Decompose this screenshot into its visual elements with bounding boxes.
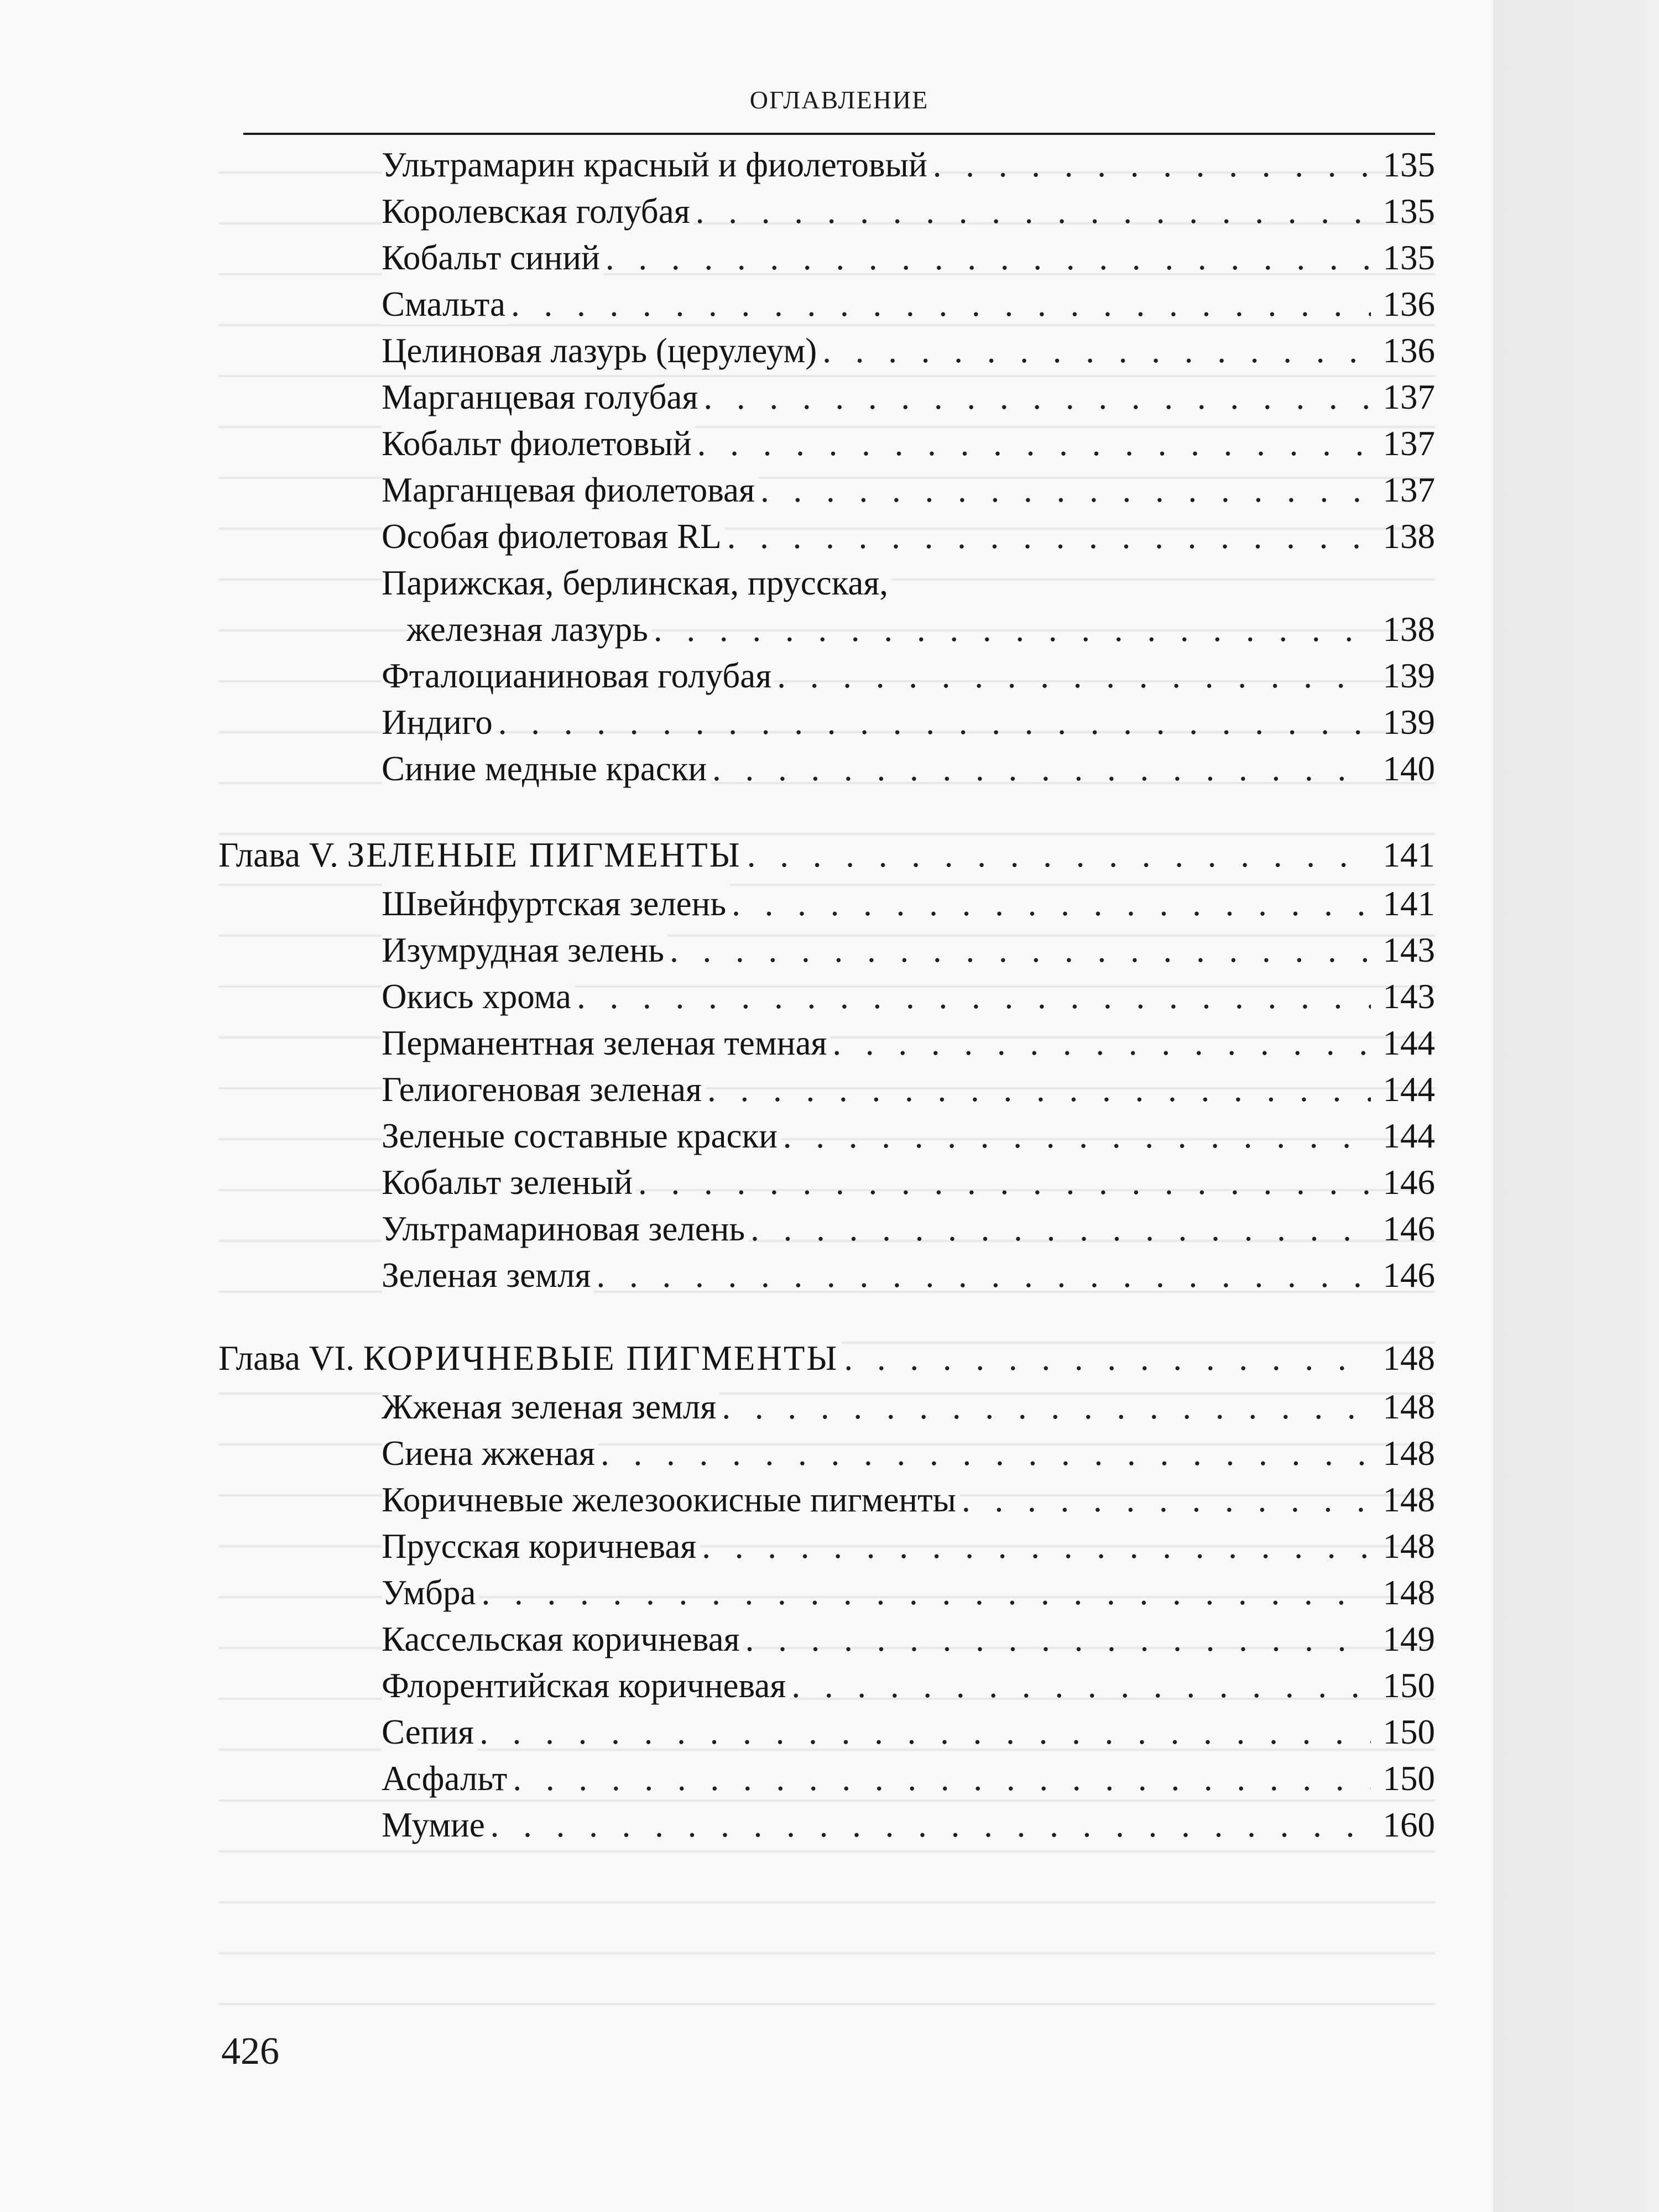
dot-leader: [705, 1070, 1371, 1110]
entry-page: 137: [1383, 424, 1435, 463]
entry-page: 144: [1383, 1117, 1435, 1155]
chapter-page: 141: [1383, 836, 1435, 874]
toc-entry: [382, 1070, 1435, 1118]
toc-entry: [382, 977, 1435, 1025]
dot-leader: [693, 191, 1371, 232]
entry-title: железная лазурь: [406, 609, 651, 650]
dot-leader: [636, 1162, 1371, 1203]
toc-entry: [382, 1387, 1435, 1436]
entry-page: 136: [1383, 331, 1435, 370]
entry-page: 135: [1383, 192, 1435, 231]
entry-page: 137: [1383, 471, 1435, 509]
entry-title: Марганцевая фиолетовая: [382, 470, 758, 510]
dot-leader: [496, 702, 1371, 743]
dot-leader: [725, 517, 1371, 557]
dot-leader: [603, 238, 1371, 278]
chapter-title: КОРИЧНЕВЫЕ ПИГМЕНТЫ: [363, 1339, 839, 1378]
entry-title: Особая фиолетовая RL: [382, 517, 725, 557]
dot-leader: [820, 331, 1371, 371]
entry-title: Смальта: [382, 284, 509, 325]
dot-leader: [842, 1338, 1371, 1379]
entry-page: 146: [1383, 1163, 1435, 1202]
entry-page: 138: [1383, 610, 1435, 649]
entry-page: 149: [1383, 1620, 1435, 1658]
page-number: 426: [221, 2030, 279, 2073]
toc-entry: [382, 1573, 1435, 1621]
entry-title: Зеленая земля: [382, 1255, 594, 1296]
entry-title: Марганцевая голубая: [382, 377, 701, 418]
dot-leader: [830, 1023, 1371, 1063]
toc-entry: [382, 1759, 1435, 1807]
entry-title: Кобальт зеленый: [382, 1162, 636, 1203]
toc-entry: [382, 1433, 1435, 1482]
toc-entry: [382, 1255, 1435, 1304]
entry-page: 144: [1383, 1070, 1435, 1109]
entry-page: 144: [1383, 1024, 1435, 1062]
entry-page: 146: [1383, 1209, 1435, 1248]
toc-entry: [382, 1805, 1435, 1854]
entry-title: Кобальт синий: [382, 238, 603, 278]
dot-leader: [781, 1116, 1371, 1156]
entry-title: Умбра: [382, 1573, 479, 1613]
dot-leader: [479, 1573, 1371, 1613]
toc-entry: [406, 609, 1435, 658]
entry-title: Сиена жженая: [382, 1433, 598, 1474]
entry-title: Парижская, берлинская, прусская,: [382, 563, 891, 603]
chapter-label: Глава VI.: [218, 1339, 354, 1378]
dot-leader: [729, 884, 1371, 924]
entry-title: Изумрудная зелень: [382, 930, 667, 971]
dot-leader: [748, 1209, 1371, 1249]
entry-page: 160: [1383, 1806, 1435, 1844]
toc-entry: [382, 1712, 1435, 1761]
toc-entry: [382, 238, 1435, 286]
dot-leader: [695, 424, 1371, 464]
entry-page: 150: [1383, 1713, 1435, 1751]
dot-leader: [575, 977, 1371, 1017]
entry-title: Королевская голубая: [382, 191, 693, 232]
toc-entry: [382, 930, 1435, 979]
toc-entry: [382, 1526, 1435, 1575]
dot-leader: [509, 284, 1371, 325]
entry-title: Фталоцианиновая голубая: [382, 656, 775, 696]
entry-page: 148: [1383, 1387, 1435, 1426]
entry-page: 143: [1383, 977, 1435, 1016]
toc-entry: [382, 563, 1435, 612]
toc-entry: [382, 702, 1435, 751]
entry-title: Кобальт фиолетовый: [382, 424, 695, 464]
entry-page: 148: [1383, 1480, 1435, 1519]
entry-title: Коричневые железоокисные пигменты: [382, 1480, 959, 1520]
entry-page: 150: [1383, 1759, 1435, 1798]
toc-entry: [382, 884, 1435, 932]
chapter-page: 148: [1383, 1339, 1435, 1378]
entry-page: 143: [1383, 931, 1435, 969]
dot-leader: [743, 1619, 1371, 1660]
entry-page: 148: [1383, 1527, 1435, 1566]
dot-leader: [651, 609, 1371, 650]
entry-page: 139: [1383, 703, 1435, 742]
entry-title: Ультрамарин красный и фиолетовый: [382, 145, 931, 185]
dot-leader: [598, 1433, 1371, 1474]
toc-entry: [382, 145, 1435, 194]
toc-entry: [382, 377, 1435, 426]
entry-title: Гелиогеновая зеленая: [382, 1070, 705, 1110]
toc-entry: [382, 517, 1435, 565]
chapter-heading-text: [218, 1338, 842, 1379]
chapter-heading: [218, 1338, 1435, 1387]
entry-title: Прусская коричневая: [382, 1526, 700, 1567]
entry-title: Жженая зеленая земля: [382, 1387, 719, 1427]
entry-title: Окись хрома: [382, 977, 575, 1017]
toc-entry: [382, 1666, 1435, 1714]
toc-entry: [382, 1619, 1435, 1668]
toc-entry: [382, 1162, 1435, 1211]
toc-entry: [382, 470, 1435, 519]
toc-entry: [382, 331, 1435, 379]
dot-leader: [701, 377, 1371, 418]
entry-page: 135: [1383, 238, 1435, 277]
toc-entry: [382, 1023, 1435, 1072]
entry-title: Флорентийская коричневая: [382, 1666, 789, 1706]
dot-leader: [745, 835, 1371, 875]
entry-title: Зеленые составные краски: [382, 1116, 781, 1156]
entry-title: Мумие: [382, 1805, 488, 1845]
toc-entry: [382, 424, 1435, 472]
toc-entry: [382, 749, 1435, 797]
dot-leader: [667, 930, 1371, 971]
entry-page: 136: [1383, 285, 1435, 324]
entry-title: Синие медные краски: [382, 749, 710, 789]
page-edge: [1493, 0, 1659, 2212]
entry-page: 135: [1383, 145, 1435, 184]
entry-title: Целиновая лазурь (церулеум): [382, 331, 820, 371]
entry-page: 138: [1383, 517, 1435, 556]
chapter-label: Глава V.: [218, 836, 338, 874]
entry-page: 141: [1383, 884, 1435, 923]
dot-leader: [959, 1480, 1371, 1520]
dot-leader: [700, 1526, 1371, 1567]
dot-leader: [710, 749, 1371, 789]
dot-leader: [775, 656, 1371, 696]
entry-page: 148: [1383, 1434, 1435, 1473]
chapter-heading-text: [218, 835, 745, 875]
entry-page: 137: [1383, 378, 1435, 416]
chapter-title: ЗЕЛЕНЫЕ ПИГМЕНТЫ: [347, 836, 742, 874]
dot-leader: [789, 1666, 1371, 1706]
dot-leader: [594, 1255, 1371, 1296]
entry-title: Кассельская коричневая: [382, 1619, 743, 1660]
entry-page: 139: [1383, 656, 1435, 695]
entry-page: 140: [1383, 749, 1435, 788]
dot-leader: [719, 1387, 1371, 1427]
entry-title: Сепия: [382, 1712, 477, 1752]
entry-page: 150: [1383, 1666, 1435, 1705]
toc-entry: [382, 656, 1435, 705]
entry-page: 148: [1383, 1573, 1435, 1612]
dot-leader: [931, 145, 1371, 185]
running-head: ОГЛАВЛЕНИЕ: [749, 85, 929, 114]
entry-title: Перманентная зеленая темная: [382, 1023, 830, 1063]
toc-entry: [382, 1116, 1435, 1165]
toc-entry: [382, 1209, 1435, 1258]
dot-leader: [758, 470, 1371, 510]
chapter-heading: [218, 835, 1435, 884]
entry-title: Швейнфуртская зелень: [382, 884, 729, 924]
entry-title: Ультрамариновая зелень: [382, 1209, 748, 1249]
toc-entry: [382, 284, 1435, 333]
toc-entry: [382, 191, 1435, 240]
dot-leader: [510, 1759, 1371, 1799]
toc-entry: [382, 1480, 1435, 1528]
entry-title: Индиго: [382, 702, 496, 743]
entry-title: Асфальт: [382, 1759, 510, 1799]
entry-page: 146: [1383, 1256, 1435, 1295]
dot-leader: [477, 1712, 1371, 1752]
dot-leader: [488, 1805, 1371, 1845]
